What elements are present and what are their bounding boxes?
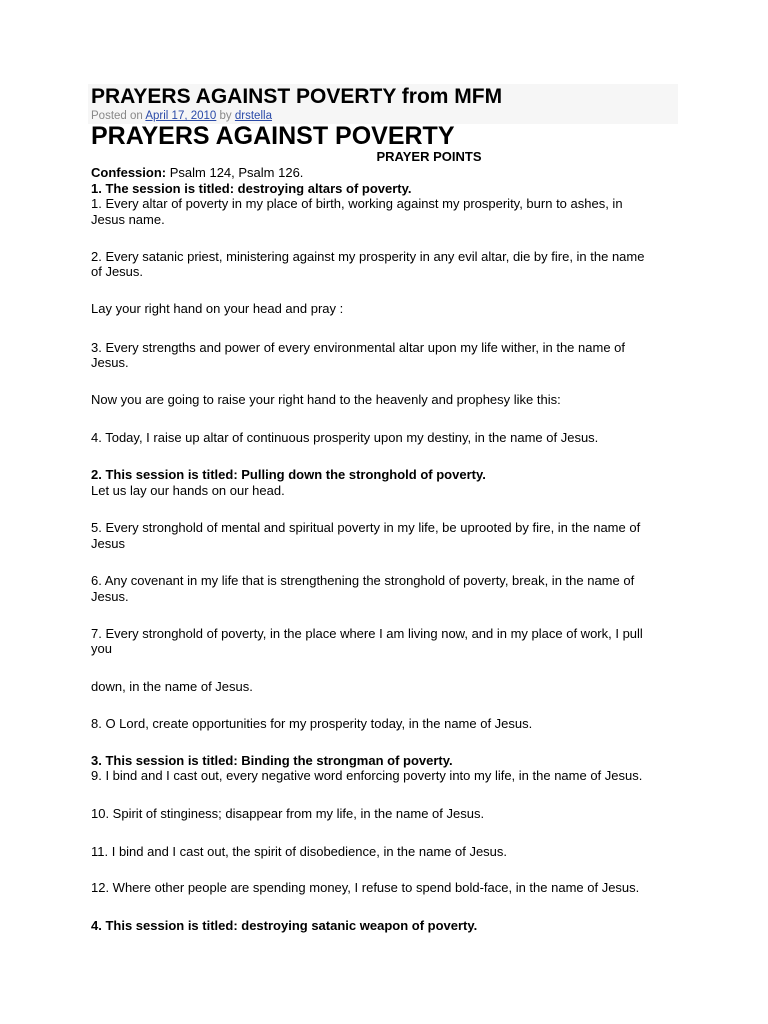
prayer-line: 1. Every altar of poverty in my place of birth, working against my prosperity, burn to ashes, in xyxy=(91,196,623,211)
prayer-line: Jesus name. xyxy=(91,212,165,227)
prayer-line: 6. Any covenant in my life that is strengthening the stronghold of poverty, break, in the name of xyxy=(91,573,635,588)
prayer-line: Jesus xyxy=(91,536,125,551)
prayer-line: of Jesus. xyxy=(91,264,144,279)
document-title: PRAYERS AGAINST POVERTY xyxy=(91,122,455,150)
instruction-line: Let us lay our hands on our head. xyxy=(91,483,285,498)
instruction-line: Lay your right hand on your head and pray : xyxy=(91,301,344,316)
prayer-line: 7. Every stronghold of poverty, in the place where I am living now, and in my place of work, I pull xyxy=(91,626,643,641)
prayer-line: 10. Spirit of stinginess; disappear from my life, in the name of Jesus. xyxy=(91,806,485,821)
session-heading-1: 1. The session is titled: destroying altars of poverty. xyxy=(91,181,412,196)
prayer-line: 3. Every strengths and power of every environmental altar upon my life wither, in the name of xyxy=(91,340,625,355)
session-heading-4: 4. This session is titled: destroying satanic weapon of poverty. xyxy=(91,918,478,933)
posted-on-label: Posted on xyxy=(91,110,143,122)
post-date-link[interactable]: April 17, 2010 xyxy=(145,110,217,122)
prayer-line: Jesus. xyxy=(91,355,129,370)
by-label: by xyxy=(219,110,232,122)
confession-line xyxy=(91,165,691,181)
prayer-points-label: PRAYER POINTS xyxy=(376,149,482,164)
instruction-line: Now you are going to raise your right hand to the heavenly and prophesy like this: xyxy=(91,392,561,407)
session-heading-2: 2. This session is titled: Pulling down the stronghold of poverty. xyxy=(91,467,486,482)
prayer-line: you xyxy=(91,641,112,656)
prayer-points-heading xyxy=(0,149,768,165)
confession-text: Psalm 124, Psalm 126. xyxy=(166,165,304,180)
post-title: PRAYERS AGAINST POVERTY from MFM xyxy=(91,85,503,108)
prayer-line: 9. I bind and I cast out, every negative word enforcing poverty into my life, in the name of Jesus. xyxy=(91,768,643,783)
prayer-line: 4. Today, I raise up altar of continuous prosperity upon my destiny, in the name of Jesus. xyxy=(91,430,599,445)
prayer-line: 8. O Lord, create opportunities for my prosperity today, in the name of Jesus. xyxy=(91,716,533,731)
prayer-line: Jesus. xyxy=(91,589,129,604)
prayer-line: down, in the name of Jesus. xyxy=(91,679,253,694)
confession-label: Confession: xyxy=(91,165,167,180)
prayer-line: 12. Where other people are spending money, I refuse to spend bold-face, in the name of Jesus. xyxy=(91,880,640,895)
prayer-line: 2. Every satanic priest, ministering against my prosperity in any evil altar, die by fire, in the name xyxy=(91,249,645,264)
author-link[interactable]: drstella xyxy=(234,110,272,122)
session-heading-3: 3. This session is titled: Binding the strongman of poverty. xyxy=(91,753,453,768)
prayer-line: 11. I bind and I cast out, the spirit of disobedience, in the name of Jesus. xyxy=(91,844,508,859)
prayer-line: 5. Every stronghold of mental and spiritual poverty in my life, be uprooted by fire, in the name of xyxy=(91,520,641,535)
